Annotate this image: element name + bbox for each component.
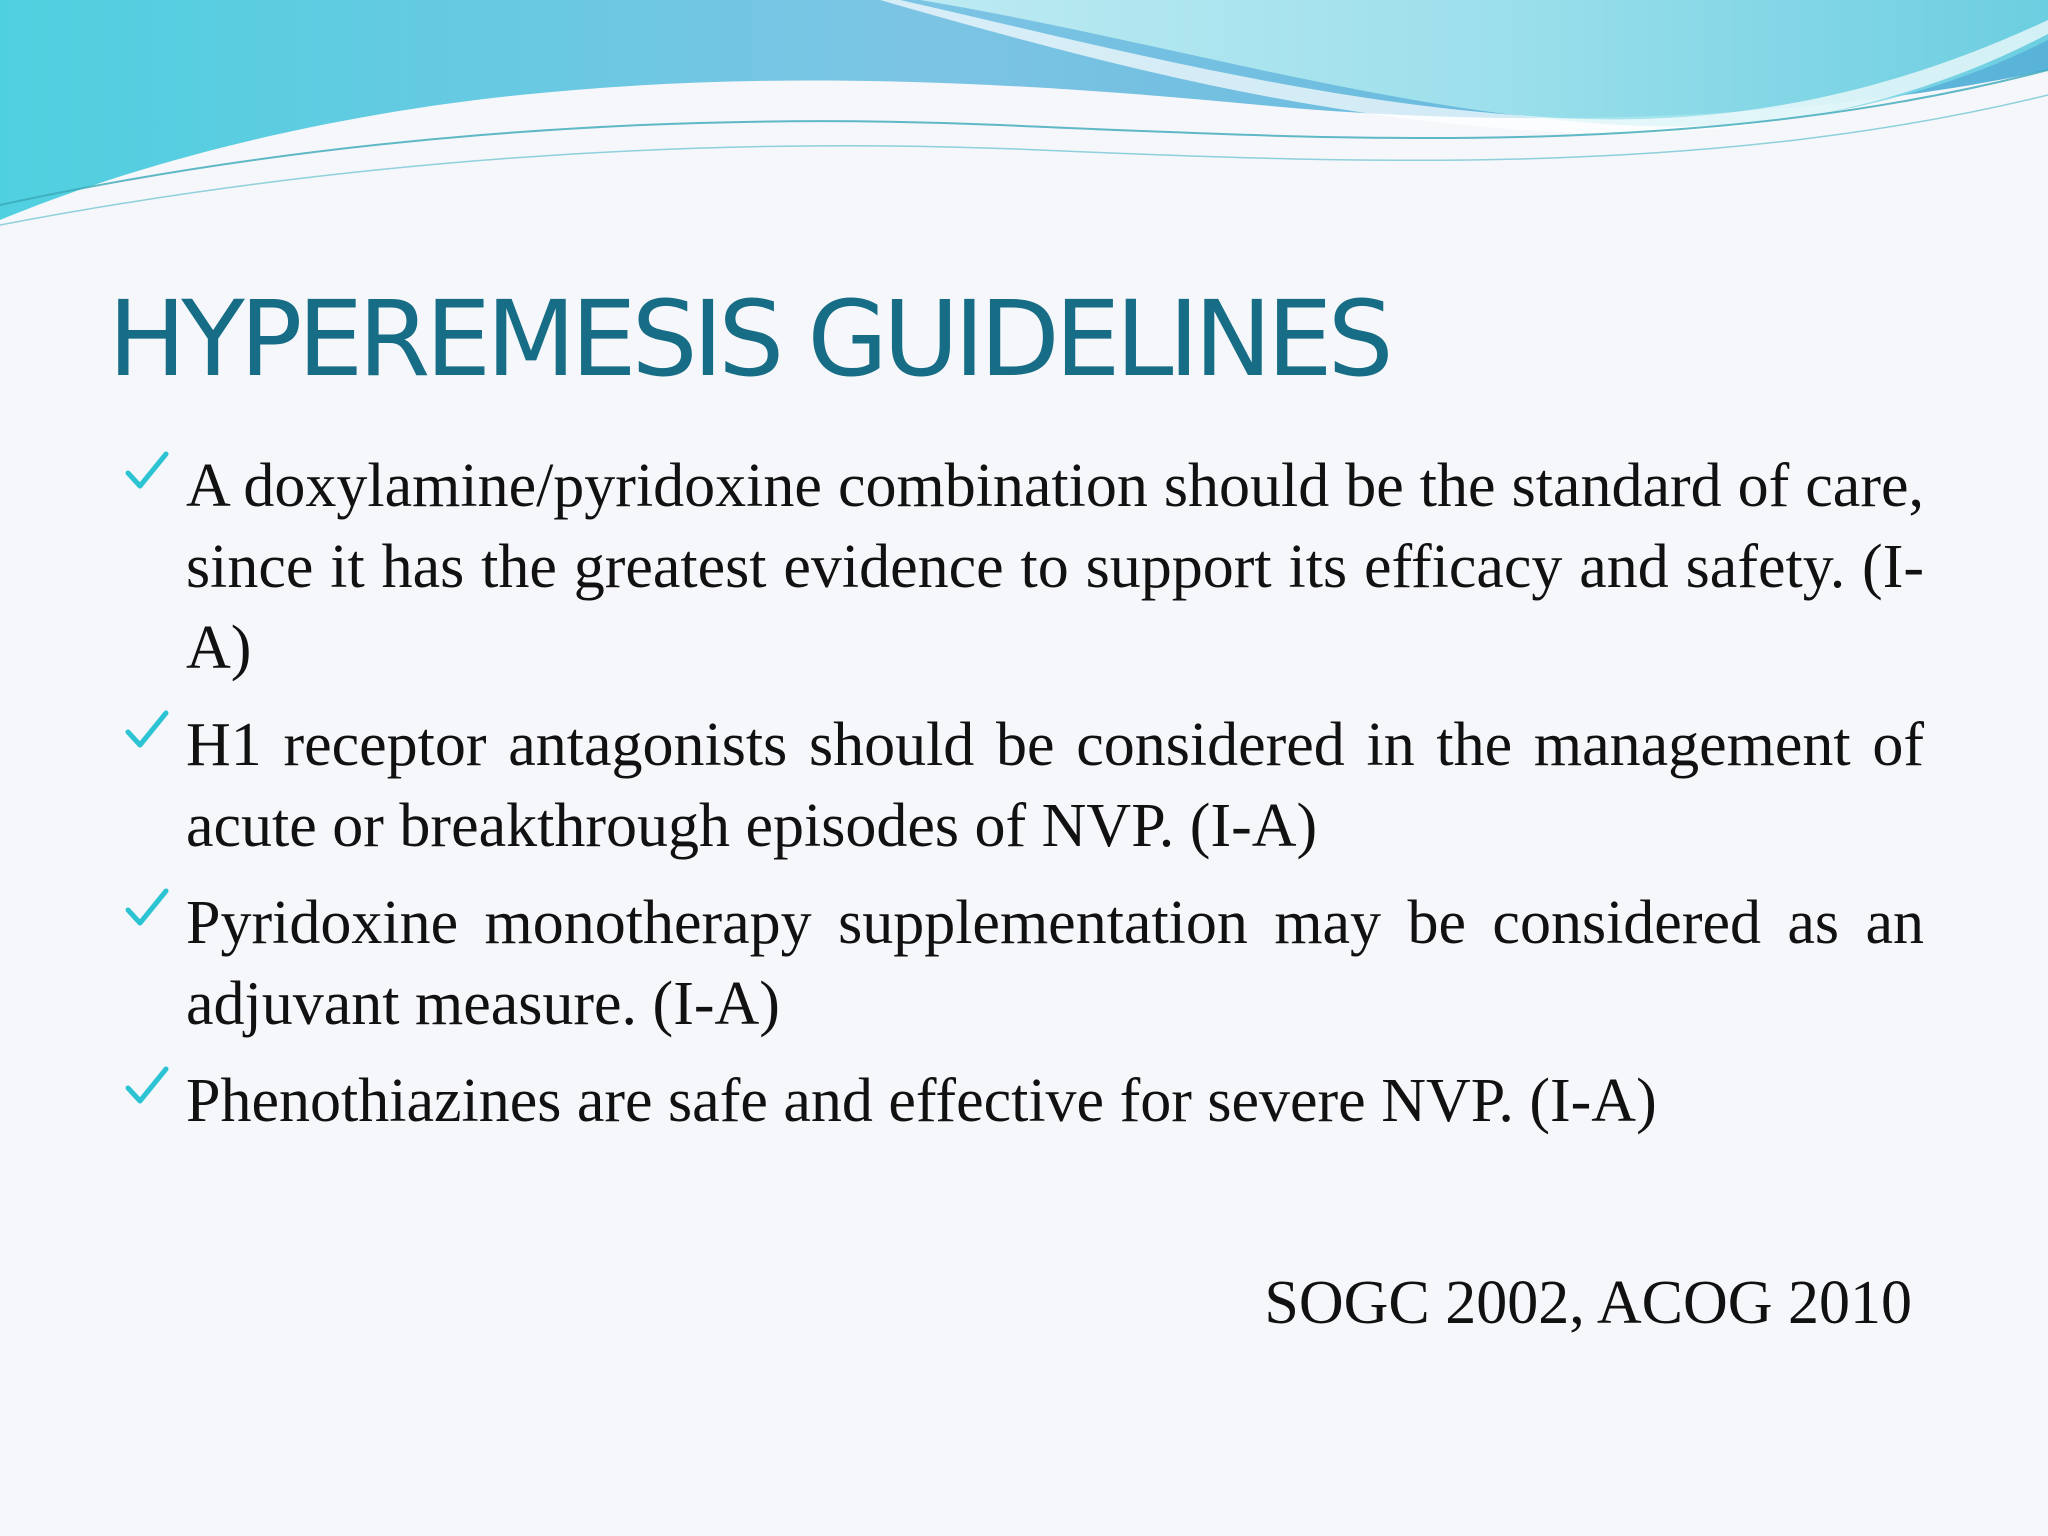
bullet-text: Pyridoxine monotherapy supplementation may be considered as an adjuvant measure. (I-A) — [186, 889, 1924, 1038]
bullet-item — [124, 705, 1924, 867]
bullet-item — [124, 446, 1924, 689]
checkmark-icon — [124, 448, 170, 494]
checkmark-icon — [124, 707, 170, 753]
citation: SOGC 2002, ACOG 2010 — [1264, 1269, 1912, 1337]
bullet-text: Phenothiazines are safe and effective for severe NVP. (I-A) — [186, 1067, 1657, 1135]
header-wave-decoration — [0, 0, 2048, 240]
bullet-list — [124, 446, 1924, 1158]
bullet-item — [124, 883, 1924, 1045]
checkmark-icon — [124, 885, 170, 931]
slide-title: HYPEREMESIS GUIDELINES — [108, 278, 1389, 400]
checkmark-icon — [124, 1063, 170, 1109]
bullet-text: A doxylamine/pyridoxine combination should be the standard of care, since it has the greatest evidence to support its efficacy and safety. (I-A) — [186, 452, 1924, 682]
bullet-text: H1 receptor antagonists should be considered in the management of acute or breakthrough episodes of NVP. (I-A) — [186, 711, 1924, 860]
bullet-item — [124, 1061, 1924, 1142]
